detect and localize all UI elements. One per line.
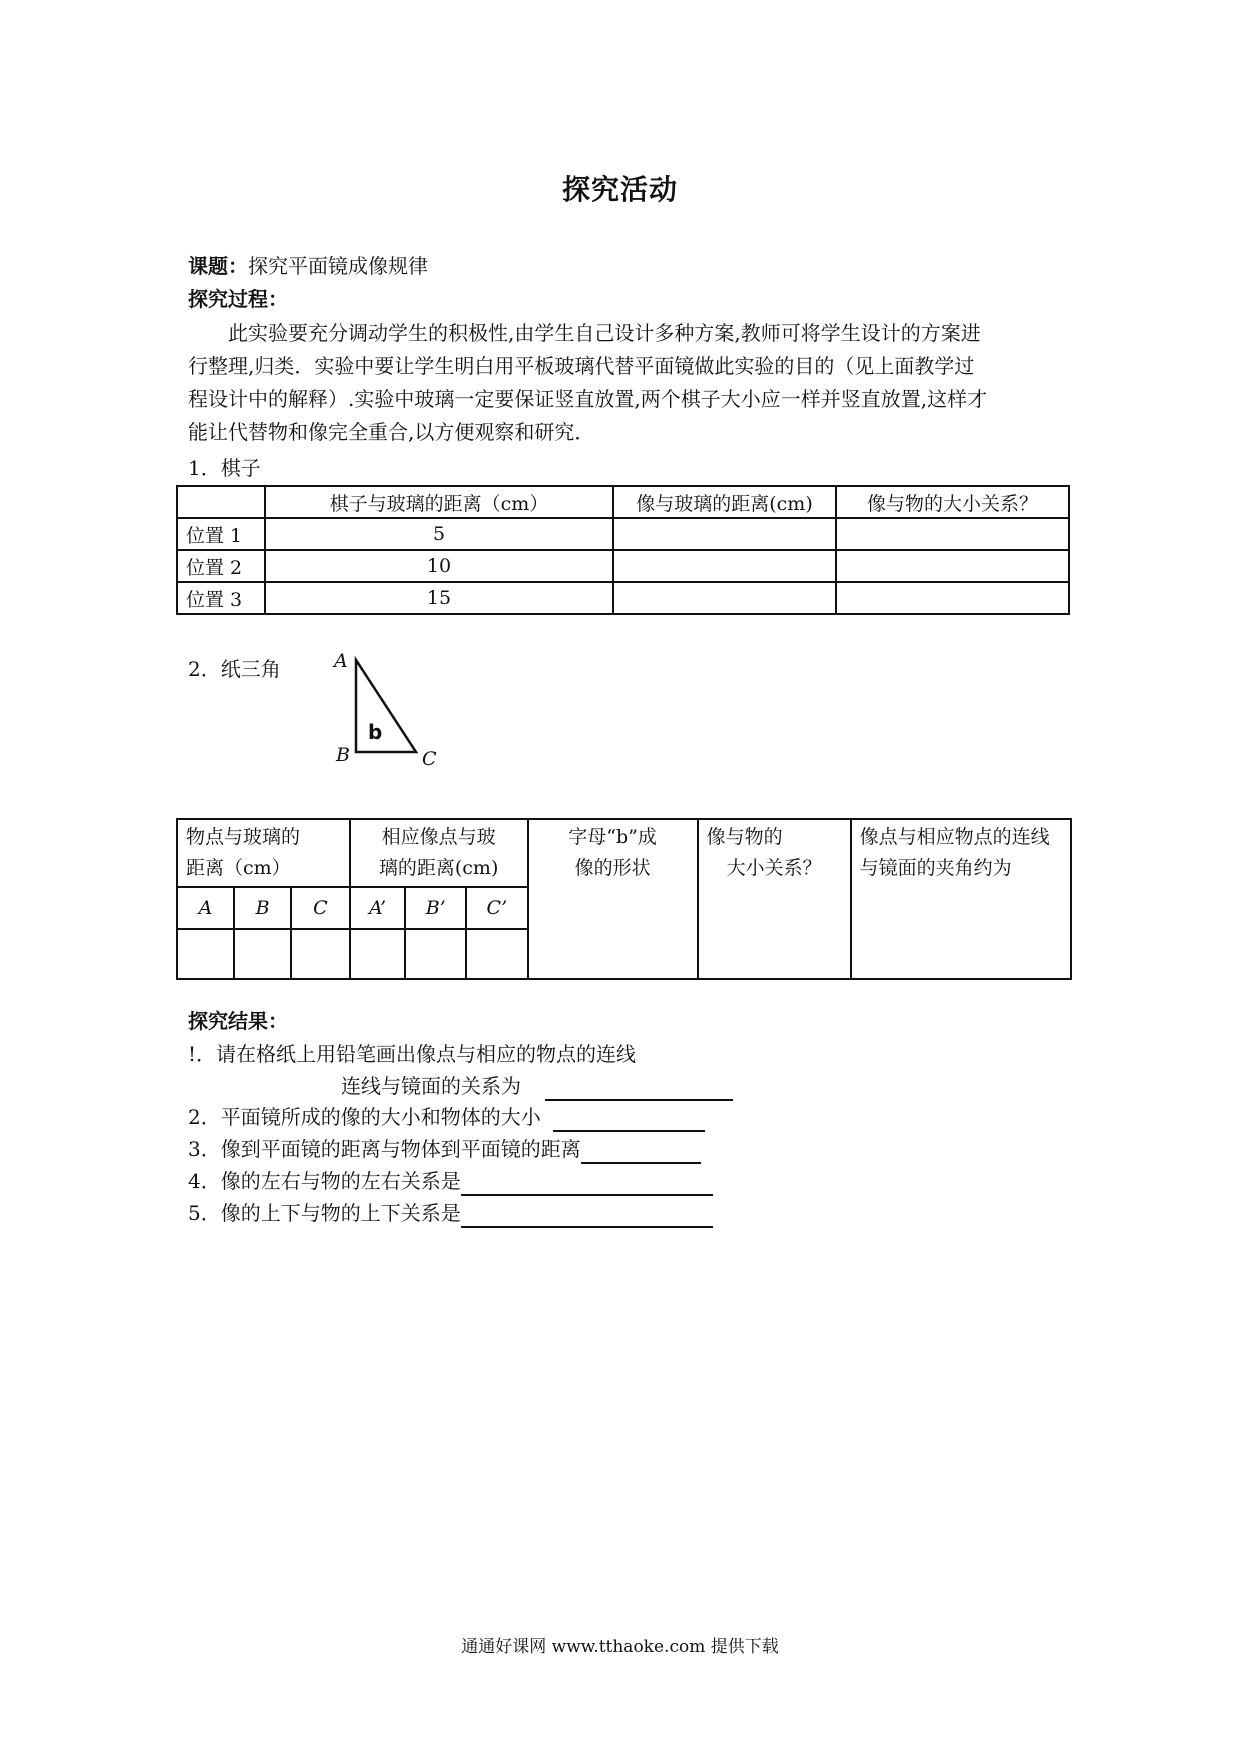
chess-table xyxy=(176,485,1070,615)
point-label: B xyxy=(234,887,291,929)
vertex-label-b: B xyxy=(336,744,350,766)
table-header xyxy=(851,819,1071,979)
topic-label: 课题： xyxy=(188,254,248,278)
table-cell[interactable] xyxy=(466,929,528,979)
topic-line xyxy=(188,251,428,281)
table-row xyxy=(177,582,1069,614)
table-header xyxy=(528,819,698,979)
answer-blank[interactable] xyxy=(553,1108,705,1132)
results-label: 探究结果： xyxy=(188,1009,288,1033)
table-header xyxy=(177,819,350,887)
footer-credit: 通通好课网 www.tthaoke.com 提供下载 xyxy=(461,1637,779,1657)
table-cell[interactable] xyxy=(177,929,234,979)
point-label: C xyxy=(291,887,349,929)
header-line: 距离（cm） xyxy=(186,857,291,879)
section2-label: 2．纸三角 xyxy=(188,657,281,681)
table-header: 像与物的大小关系？ xyxy=(836,486,1069,518)
table-header-row xyxy=(177,819,1071,887)
point-label: A’ xyxy=(350,887,406,929)
table-cell[interactable] xyxy=(234,929,291,979)
table-cell[interactable] xyxy=(836,550,1069,582)
header-line: 字母“b”成 xyxy=(568,826,657,848)
result-item-4 xyxy=(188,1166,713,1196)
result-text: 4．像的左右与物的左右关系是 xyxy=(188,1169,461,1193)
paragraph-line: 能让代替物和像完全重合,以方便观察和研究． xyxy=(188,420,595,444)
header-line: 物点与玻璃的 xyxy=(186,826,301,848)
table-cell: 10 xyxy=(265,550,613,582)
result-text: 连线与镜面的关系为 xyxy=(341,1074,521,1098)
table-cell: 15 xyxy=(265,582,613,614)
table-row xyxy=(177,518,1069,550)
page-title: 探究活动 xyxy=(561,173,678,206)
header-line: 像与物的 xyxy=(706,826,783,848)
result-text: 5．像的上下与物的上下关系是 xyxy=(188,1201,461,1225)
table-header: 棋子与玻璃的距离（cm） xyxy=(265,486,613,518)
triangle-inner-letter: b xyxy=(368,720,383,744)
header-line: 璃的距离(cm) xyxy=(378,857,499,879)
table-header xyxy=(350,819,528,887)
topic-value: 探究平面镜成像规律 xyxy=(248,254,428,278)
result-item-1: !．请在格纸上用铅笔画出像点与相应的物点的连线 xyxy=(188,1042,637,1066)
paragraph-line: 此实验要充分调动学生的积极性,由学生自己设计多种方案,教师可将学生设计的方案进 xyxy=(188,321,981,345)
result-item-2 xyxy=(188,1102,705,1132)
row-label: 位置 2 xyxy=(177,550,265,582)
table-row xyxy=(177,550,1069,582)
table-cell[interactable] xyxy=(350,929,406,979)
vertex-label-c: C xyxy=(422,748,437,770)
table-cell[interactable] xyxy=(836,518,1069,550)
result-text: 2．平面镜所成的像的大小和物体的大小 xyxy=(188,1105,541,1129)
answer-blank[interactable] xyxy=(581,1140,701,1164)
answer-blank[interactable] xyxy=(461,1204,713,1228)
row-label: 位置 1 xyxy=(177,518,265,550)
table-cell[interactable] xyxy=(405,929,466,979)
vertex-label-a: A xyxy=(334,650,348,672)
result-item-5 xyxy=(188,1198,713,1228)
table-cell: 5 xyxy=(265,518,613,550)
header-line: 相应像点与玻 xyxy=(381,826,496,848)
section1-label: 1．棋子 xyxy=(188,456,261,480)
table-header-row xyxy=(177,486,1069,518)
process-paragraph xyxy=(188,317,1064,449)
paragraph-line: 程设计中的解释）.实验中玻璃一定要保证竖直放置,两个棋子大小应一样并竖直放置,这样才 xyxy=(188,387,988,411)
table-header xyxy=(698,819,851,979)
table-cell[interactable] xyxy=(613,518,836,550)
header-line: 像的形状 xyxy=(574,857,651,879)
point-label: B’ xyxy=(405,887,466,929)
row-label: 位置 3 xyxy=(177,582,265,614)
triangle-table xyxy=(176,818,1072,980)
answer-blank[interactable] xyxy=(545,1077,733,1101)
header-line: 与镜面的夹角约为 xyxy=(859,857,1012,879)
point-label: C’ xyxy=(466,887,528,929)
table-cell[interactable] xyxy=(613,582,836,614)
triangle-shape xyxy=(356,660,416,752)
table-cell[interactable] xyxy=(613,550,836,582)
table-cell[interactable] xyxy=(836,582,1069,614)
answer-blank[interactable] xyxy=(461,1172,713,1196)
header-line: 大小关系？ xyxy=(726,857,822,879)
result-text: 3．像到平面镜的距离与物体到平面镜的距离 xyxy=(188,1137,581,1161)
result-item-3 xyxy=(188,1134,701,1164)
point-label: A xyxy=(177,887,234,929)
header-line: 像点与相应物点的连线 xyxy=(859,826,1050,848)
result-item-1b xyxy=(341,1071,733,1101)
table-cell[interactable] xyxy=(291,929,349,979)
paragraph-line: 行整理,归类．实验中要让学生明白用平板玻璃代替平面镜做此实验的目的（见上面教学过 xyxy=(188,354,975,378)
process-label: 探究过程： xyxy=(188,287,288,311)
table-header: 像与玻璃的距离(cm) xyxy=(613,486,836,518)
table-cell xyxy=(177,486,265,518)
